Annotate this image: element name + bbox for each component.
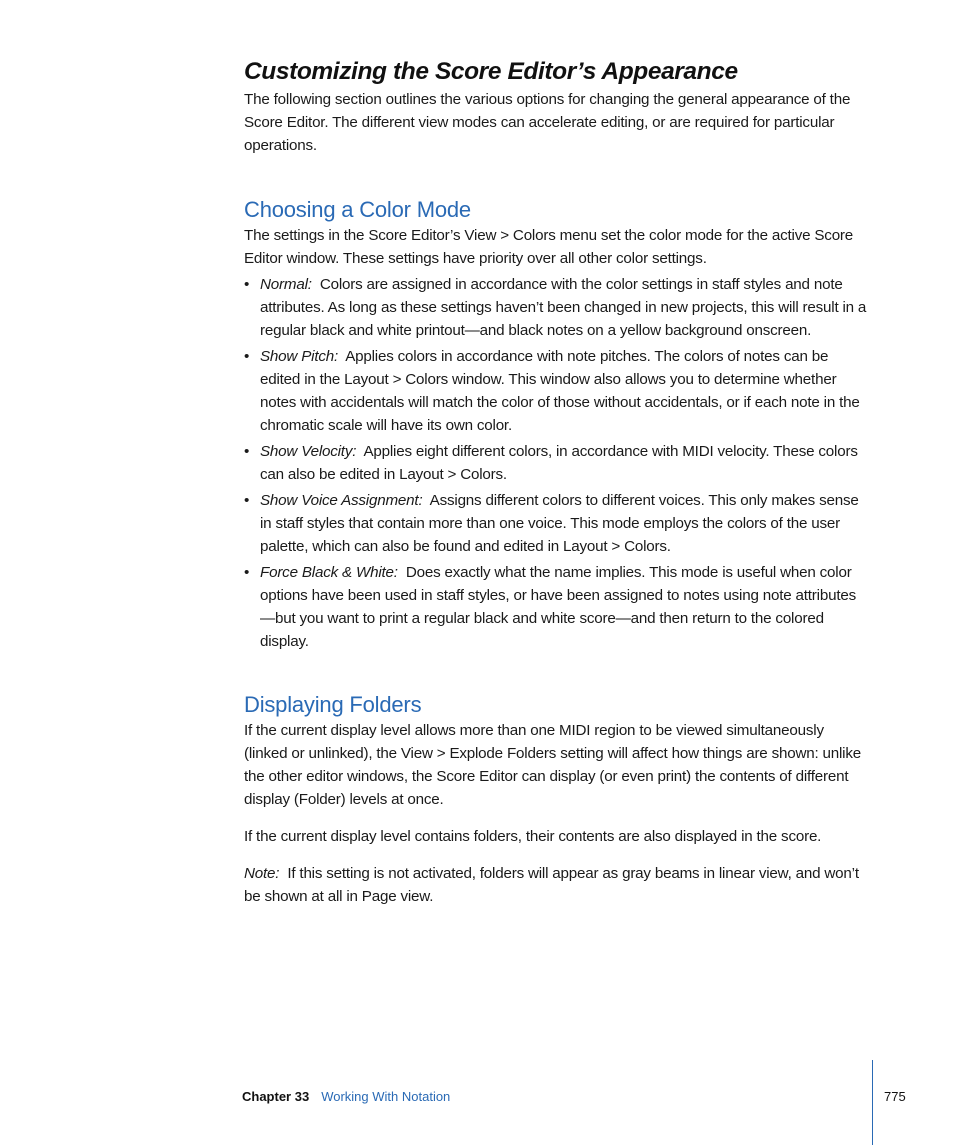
bullet-glyph: • [244,276,250,293]
page-number: 775 [884,1089,906,1104]
list-item-text: Assigns different colors to different voices. This only makes sense in staff styles that contain more than one voice. This mode employs the colors of the user palette, which can also be found and edited in Layout > Colors. [260,492,859,555]
list-item-term: Show Voice Assignment: [260,492,423,509]
list-item-term: Show Pitch: [260,348,338,365]
list-item-term: Force Black & White: [260,564,398,581]
page-footer [242,1088,450,1106]
note-label: Note: [244,865,280,882]
list-item-text: Applies colors in accordance with note pitches. The colors of notes can be edited in the Layout > Colors window. This window also allows you to determine whether notes with accidentals will match the color of those without accidentals, or if each note in the chromatic scale will have its own color. [260,348,860,434]
list-item-term: Normal: [260,276,312,293]
section-heading-color-mode: Choosing a Color Mode [244,197,471,222]
list-item [244,489,870,558]
list-item-text: Does exactly what the name implies. This mode is useful when color options have been used in staff styles, or have been assigned to notes using note attributes—but you want to print a regular black and white score—and then return to the colored display. [260,564,856,650]
list-item-text: Colors are assigned in accordance with the color settings in staff styles and note attributes. As long as these settings haven’t been changed in new projects, this will result in a regular black and white printout—and black notes on a yellow background onscreen. [260,276,867,339]
color-mode-list [244,273,870,653]
bullet-glyph: • [244,492,250,509]
color-mode-paragraph: The settings in the Score Editor’s View > Colors menu set the color mode for the active Score Editor window. These settings have priority over all other color settings. [244,227,854,267]
page-title: Customizing the Score Editor’s Appearance [244,58,738,85]
footer-chapter: Chapter 33 [242,1089,310,1104]
note-paragraph [244,862,870,908]
intro-paragraph: The following section outlines the various options for changing the general appearance of the Score Editor. The different view modes can accelerate editing, or are required for particular operations. [244,91,851,154]
footer-divider [872,1060,873,1145]
note-text: If this setting is not activated, folders will appear as gray beams in linear view, and won’t be shown at all in Page view. [244,865,859,905]
page-content [244,56,870,908]
bullet-glyph: • [244,443,250,460]
list-item [244,345,870,437]
list-item [244,561,870,653]
folders-paragraph-1: If the current display level allows more than one MIDI region to be viewed simultaneously (linked or unlinked), the View > Explode Folders setting will affect how things are shown: unlike the other editor windows, the Score Editor can display (or even print) the contents of different display (Folder) levels at once. [244,722,861,808]
folders-paragraph-2: If the current display level contains folders, their contents are also displayed in the score. [244,828,822,845]
list-item [244,440,870,486]
bullet-glyph: • [244,564,250,581]
list-item [244,273,870,342]
section-heading-displaying-folders: Displaying Folders [244,692,422,717]
bullet-glyph: • [244,348,250,365]
footer-chapter-title: Working With Notation [321,1089,451,1104]
list-item-term: Show Velocity: [260,443,357,460]
list-item-text: Applies eight different colors, in accordance with MIDI velocity. These colors can also be edited in Layout > Colors. [260,443,858,483]
